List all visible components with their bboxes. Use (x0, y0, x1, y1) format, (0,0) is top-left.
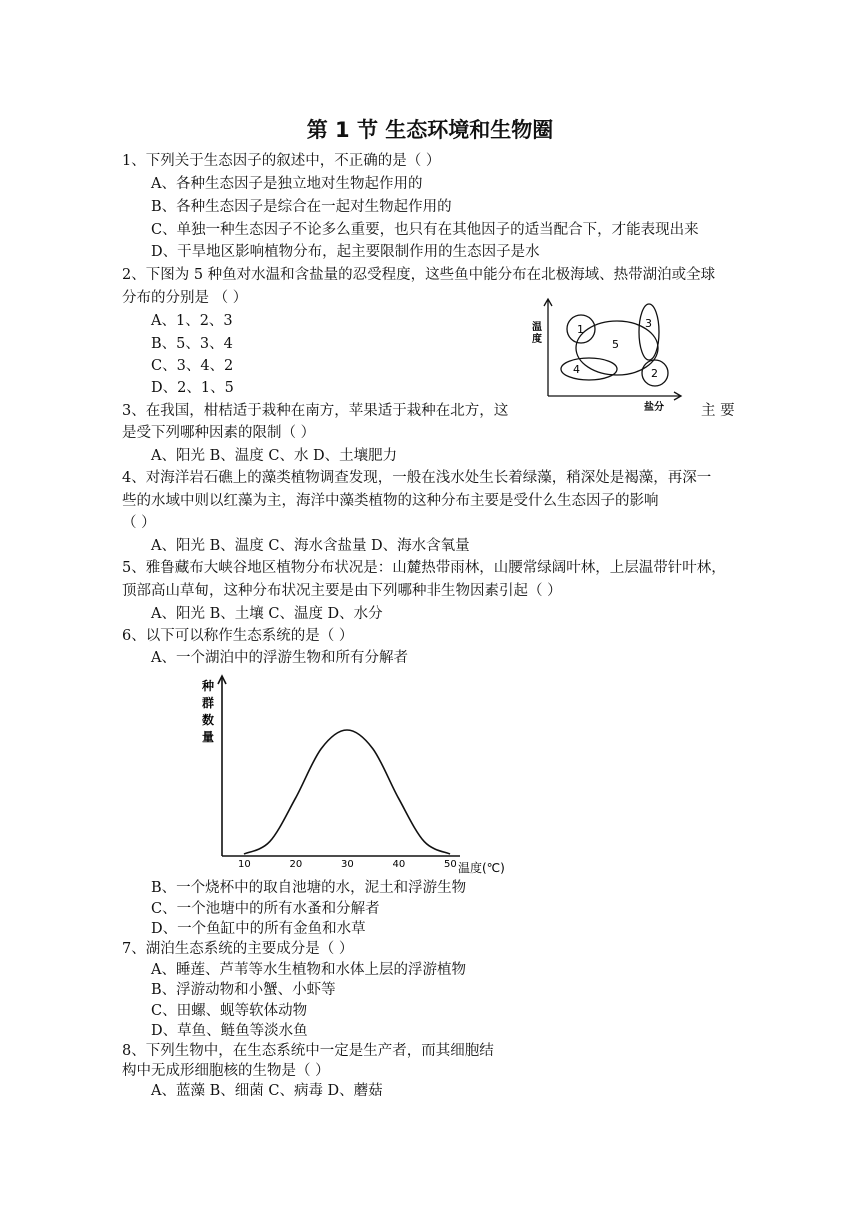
q2-option-d: D、2、1、5 (151, 380, 234, 396)
region-label-4: 4 (573, 363, 580, 376)
x-tick-label: 50 (444, 859, 457, 870)
q4-stem-line1: 4、对海洋岩石礁上的藻类植物调查发现，一般在浅水处生长着绿藻，稍深处是褐藻，再深一 (122, 470, 712, 486)
q6-option-a: A、一个湖泊中的浮游生物和所有分解者 (151, 650, 408, 666)
q1-stem: 1、下列关于生态因子的叙述中，不正确的是（ ） (122, 153, 441, 169)
q4-stem-line2: 些的水域中则以红藻为主，海洋中藻类植物的这种分布主要是受什么生态因子的影响 (122, 493, 659, 509)
q7-stem: 7、湖泊生态系统的主要成分是（ ） (122, 941, 354, 957)
q6-option-b: B、一个烧杯中的取自池塘的水，泥土和浮游生物 (151, 880, 467, 896)
population-temperature-chart (198, 668, 518, 878)
q5-stem-line2: 顶部高山草甸，这种分布状况主要是由下列哪种非生物因素引起（ ） (122, 583, 562, 599)
region-label-1: 1 (577, 323, 584, 336)
q3-stem-line1-b: 主 要 (701, 403, 735, 419)
q1-option-c: C、单独一种生态因子不论多么重要，也只有在其他因子的适当配合下，才能表现出来 (151, 222, 699, 238)
y-axis-label-char-3: 数 (202, 713, 215, 727)
y-axis-label-char-2: 群 (202, 696, 215, 710)
q1-option-d: D、干旱地区影响植物分布，起主要限制作用的生态因子是水 (151, 244, 540, 260)
y-axis-label-2: 度 (532, 334, 542, 345)
q8-stem-line1: 8、下列生物中，在生态系统中一定是生产者，而其细胞结 (122, 1043, 494, 1059)
y-axis-label-char-4: 量 (202, 730, 215, 744)
q7-option-a: A、睡莲、芦苇等水生植物和水体上层的浮游植物 (151, 962, 466, 978)
q2-option-a: A、1、2、3 (151, 313, 233, 329)
q3-options: A、阳光 B、温度 C、水 D、土壤肥力 (151, 448, 398, 464)
region-label-3: 3 (645, 317, 652, 330)
x-tick-label: 40 (392, 859, 406, 870)
q5-stem-line1: 5、雅鲁藏布大峡谷地区植物分布状况是：山麓热带雨林，山腰常绿阔叶林，上层温带针叶林， (122, 560, 726, 576)
q4-stem-line3: （ ） (122, 515, 156, 531)
population-curve (244, 730, 450, 854)
q8-options: A、蓝藻 B、细菌 C、病毒 D、蘑菇 (151, 1083, 383, 1099)
x-tick-label: 10 (238, 859, 251, 870)
page-title: 第 1 节 生态环境和生物圈 (306, 118, 554, 142)
q2-option-c: C、3、4、2 (151, 358, 234, 374)
q1-option-b: B、各种生态因子是综合在一起对生物起作用的 (151, 199, 452, 215)
q3-stem-line1-a: 3、在我国，柑桔适于栽种在南方，苹果适于栽种在北方，这 (122, 403, 509, 419)
q7-option-b: B、浮游动物和小蟹、小虾等 (151, 982, 336, 998)
y-axis-label-1: 温 (532, 322, 542, 333)
q6-stem: 6、以下可以称作生态系统的是（ ） (122, 628, 354, 644)
q8-stem-line2: 构中无成形细胞核的生物是（ ） (122, 1063, 330, 1079)
q2-stem-line2: 分布的分别是 （ ） (122, 290, 248, 306)
x-axis-label: 盐分 (644, 402, 664, 413)
q4-options: A、阳光 B、温度 C、海水含盐量 D、海水含氧量 (151, 538, 470, 554)
x-axis-label: 温度(℃) (458, 861, 505, 875)
q3-stem-line2: 是受下列哪种因素的限制（ ） (122, 425, 316, 441)
x-tick-label: 20 (289, 859, 303, 870)
q1-option-a: A、各种生态因子是独立地对生物起作用的 (151, 176, 423, 192)
q2-stem-line1: 2、下图为 5 种鱼对水温和含盐量的忍受程度，这些鱼中能分布在北极海域、热带湖泊或全球 (122, 267, 716, 283)
region-label-5: 5 (612, 338, 619, 351)
fish-tolerance-figure (528, 296, 688, 414)
q5-options: A、阳光 B、土壤 C、温度 D、水分 (151, 606, 383, 622)
q6-option-d: D、一个鱼缸中的所有金鱼和水草 (151, 921, 366, 937)
q2-option-b: B、5、3、4 (151, 336, 233, 352)
q6-option-c: C、一个池塘中的所有水蚤和分解者 (151, 901, 380, 917)
x-tick-label: 30 (341, 859, 354, 870)
region-label-2: 2 (651, 367, 658, 380)
y-axis-label-char-1: 种 (202, 679, 215, 693)
q7-option-c: C、田螺、蚬等软体动物 (151, 1003, 308, 1019)
q7-option-d: D、草鱼、鲢鱼等淡水鱼 (151, 1023, 308, 1039)
